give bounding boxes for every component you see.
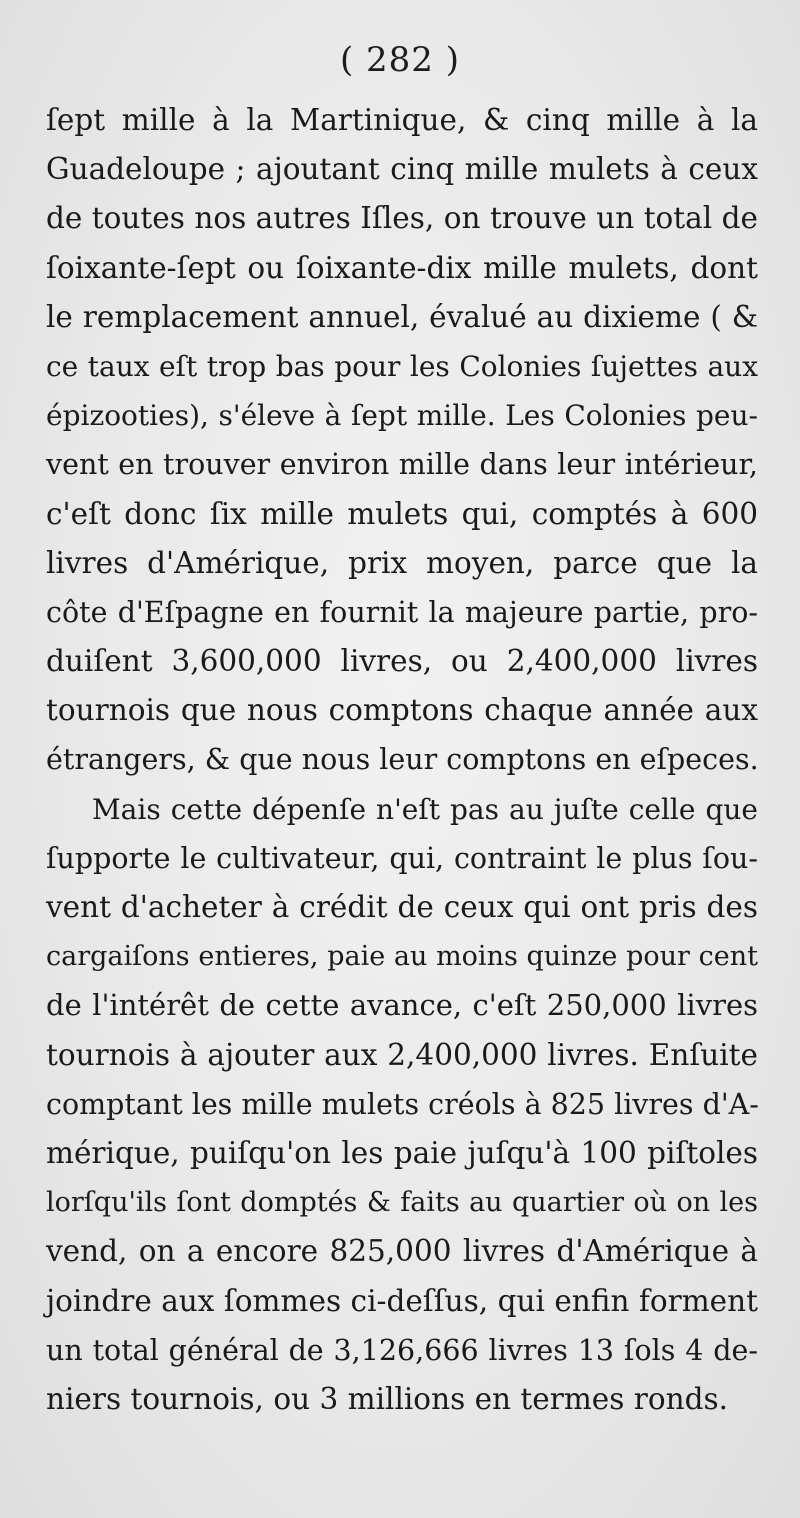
- page-text: [46, 96, 758, 1424]
- text-line: niers tournois, ou 3 millions en termes ronds.: [46, 1381, 729, 1416]
- text-line: vent en trouver environ mille dans leur intérieur,: [46, 448, 758, 482]
- text-line: le remplacement annuel, évalué au dixieme ( &: [46, 299, 758, 334]
- text-line: vent d'acheter à crédit de ceux qui ont pris des: [46, 890, 758, 924]
- text-line: étrangers, & que nous leur comptons en eſpeces.: [46, 743, 759, 777]
- text-line: cargaiſons entieres, paie au moins quinze pour cent: [46, 941, 758, 973]
- text-line: comptant les mille mulets créols à 825 livres d'A-: [46, 1087, 759, 1121]
- text-line: de toutes nos autres Iſles, on trouve un total de: [46, 201, 758, 236]
- text-line: livres d'Amérique, prix moyen, parce que la: [46, 545, 758, 580]
- text-line: ce taux eſt trop bas pour les Colonies ſujettes aux: [46, 349, 758, 383]
- text-line: côte d'Eſpagne en fournit la majeure partie, pro-: [46, 595, 758, 629]
- text-line: Guadeloupe ; ajoutant cinq mille mulets à ceux: [46, 152, 758, 187]
- page-number: ( 282 ): [339, 40, 461, 80]
- text-line: épizooties), s'éleve à ſept mille. Les Colonies peu-: [46, 399, 758, 433]
- text-line: duiſent 3,600,000 livres, ou 2,400,000 livres: [46, 644, 758, 679]
- text-line: ſoixante-ſept ou ſoixante-dix mille mulets, dont: [46, 250, 758, 285]
- paragraph: [46, 785, 758, 1424]
- text-line: tournois à ajouter aux 2,400,000 livres. Enſuite: [46, 1037, 758, 1072]
- text-line: joindre aux ſommes ci-deſſus, qui enfin forment: [46, 1283, 758, 1318]
- paragraph: [46, 96, 758, 785]
- text-line: un total général de 3,126,666 livres 13 ſols 4 de-: [46, 1333, 758, 1367]
- text-line: ſupporte le cultivateur, qui, contraint le plus ſou-: [46, 841, 758, 875]
- text-line: Mais cette dépenſe n'eſt pas au juſte celle que: [92, 792, 758, 826]
- text-line: c'eſt donc ſix mille mulets qui, comptés à 600: [46, 496, 758, 531]
- text-line: vend, on a encore 825,000 livres d'Amérique à: [46, 1234, 758, 1269]
- text-line: tournois que nous comptons chaque année aux: [46, 693, 758, 728]
- text-line: lorſqu'ils ſont domptés & faits au quartier où on les: [46, 1187, 758, 1219]
- text-line: de l'intérêt de cette avance, c'eſt 250,000 livres: [46, 988, 758, 1023]
- text-line: mérique, puiſqu'on les paie juſqu'à 100 piſtoles: [46, 1135, 758, 1170]
- text-line: ſept mille à la Martinique, & cinq mille à la: [46, 103, 758, 137]
